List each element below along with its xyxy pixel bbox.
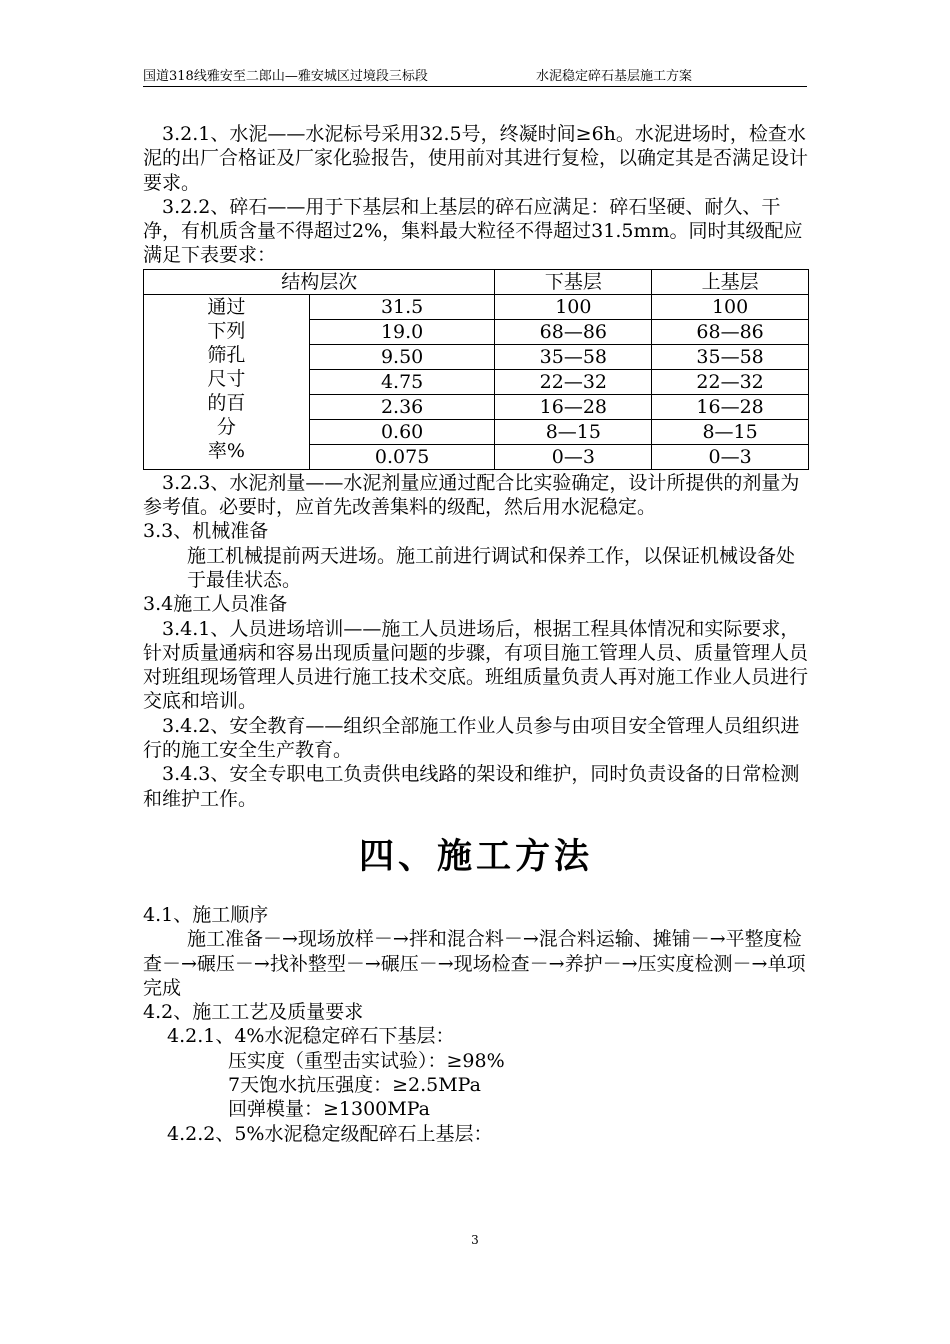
paragraph-3-2-3: 3.2.3、水泥剂量——水泥剂量应通过配合比实验确定，设计所提供的剂量为参考值。必要时，应首先改善集料的级配，然后用水泥稳定。 <box>143 471 800 519</box>
table-cell-upper: 68—86 <box>652 319 809 344</box>
table-cell-lower: 22—32 <box>495 369 652 394</box>
requirement-modulus: 回弹模量：≥1300MPa <box>228 1098 430 1121</box>
section-4-title: 四、施工方法 <box>358 835 593 877</box>
page-header <box>143 62 807 87</box>
table-cell-lower: 8—15 <box>495 419 652 444</box>
heading-4-2-1: 4.2.1、4%水泥稳定碎石下基层： <box>167 1025 455 1048</box>
header-document-title: 水泥稳定碎石基层施工方案 <box>536 69 693 84</box>
document-body <box>143 122 809 1146</box>
requirement-strength: 7天饱水抗压强度：≥2.5MPa <box>228 1074 481 1097</box>
table-row <box>144 294 809 319</box>
table-side-label <box>144 294 310 469</box>
paragraph-4-1-sequence: 施工准备－→现场放样－→拌和混合料－→混合料运输、摊铺－→平整度检查－→碾压－→找补整型－→碾压－→现场检查－→养护－→压实度检测－→单项完成 <box>143 928 806 999</box>
table-cell-upper: 16—28 <box>652 394 809 419</box>
heading-4-1: 4.1、施工顺序 <box>143 903 269 926</box>
table-cell-sieve: 9.50 <box>309 344 495 369</box>
table-cell-sieve: 0.075 <box>309 444 495 469</box>
heading-4-2-2: 4.2.2、5%水泥稳定级配碎石上基层： <box>167 1122 493 1145</box>
heading-4-2: 4.2、施工工艺及质量要求 <box>143 1001 364 1024</box>
table-cell-lower: 16—28 <box>495 394 652 419</box>
table-cell-upper: 0—3 <box>652 444 809 469</box>
table-header-lower-base: 下基层 <box>495 269 652 294</box>
table-cell-sieve: 2.36 <box>309 394 495 419</box>
table-cell-sieve: 19.0 <box>309 319 495 344</box>
table-cell-upper: 35—58 <box>652 344 809 369</box>
table-cell-sieve: 0.60 <box>309 419 495 444</box>
table-cell-upper: 8—15 <box>652 419 809 444</box>
table-side-label-text: 通过下列筛孔尺寸的百分率% <box>207 295 246 462</box>
requirement-compaction: 压实度（重型击实试验）：≥98% <box>228 1049 505 1072</box>
table-cell-sieve: 4.75 <box>309 369 495 394</box>
table-cell-lower: 68—86 <box>495 319 652 344</box>
gradation-table <box>143 269 809 470</box>
table-cell-lower: 0—3 <box>495 444 652 469</box>
header-project-title: 国道318线雅安至二郎山—雅安城区过境段三标段 <box>143 69 428 84</box>
page-number: 3 <box>471 1233 479 1247</box>
paragraph-3-4-1: 3.4.1、人员进场培训——施工人员进场后，根据工程具体情况和实际要求，针对质量通病和容易出现质量问题的步骤，有项目施工管理人员、质量管理人员对班组现场管理人员进行施工技术交底。班组质量负责人再对施工作业人员进行交底和培训。 <box>143 617 809 713</box>
paragraph-3-2-1: 3.2.1、水泥——水泥标号采用32.5号，终凝时间≥6h。水泥进场时，检查水泥的出厂合格证及厂家化验报告，使用前对其进行复检，以确定其是否满足设计要求。 <box>143 123 809 194</box>
paragraph-3-2-2: 3.2.2、碎石——用于下基层和上基层的碎石应满足：碎石坚硬、耐久、干净，有机质含量不得超过2%，集料最大粒径不得超过31.5mm。同时其级配应满足下表要求： <box>143 195 803 267</box>
table-cell-sieve: 31.5 <box>309 294 495 319</box>
table-header-upper-base: 上基层 <box>652 269 809 294</box>
table-cell-upper: 100 <box>652 294 809 319</box>
table-cell-upper: 22—32 <box>652 369 809 394</box>
heading-3-3: 3.3、机械准备 <box>143 520 269 543</box>
table-header-row <box>144 269 809 294</box>
table-header-layer: 结构层次 <box>144 269 495 294</box>
table-cell-lower: 35—58 <box>495 344 652 369</box>
paragraph-3-3: 施工机械提前两天进场。施工前进行调试和保养工作，以保证机械设备处于最佳状态。 <box>187 544 796 591</box>
heading-3-4: 3.4施工人员准备 <box>143 593 288 616</box>
table-cell-lower: 100 <box>495 294 652 319</box>
paragraph-3-4-2: 3.4.2、安全教育——组织全部施工作业人员参与由项目安全管理人员组织进行的施工安全生产教育。 <box>143 714 800 762</box>
paragraph-3-4-3: 3.4.3、安全专职电工负责供电线路的架设和维护，同时负责设备的日常检测和维护工作。 <box>143 763 800 810</box>
